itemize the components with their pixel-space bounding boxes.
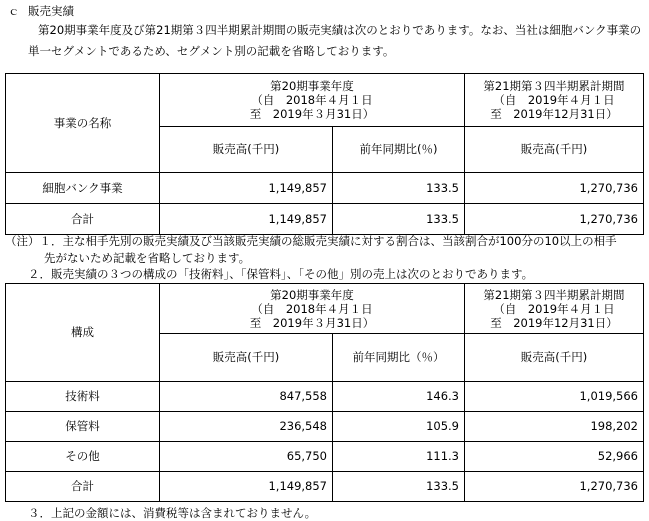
row-name: 合計: [6, 204, 160, 235]
table-row: [6, 412, 644, 442]
period1-to: 至 2019年３月31日）: [249, 315, 375, 330]
col-header-sales1: 販売高(千円): [160, 334, 333, 382]
note-1-line-1: （注）１．主な相手先別の販売実績及び当該販売実績の総販売実績に対する割合は、当該割合が100分の10以上の相手: [5, 234, 617, 248]
cell-yoy: 133.5: [333, 472, 465, 502]
table-row-total: [6, 472, 644, 502]
table-row: [6, 173, 644, 204]
cell-sales2: 1,270,736: [465, 173, 644, 204]
cell-sales1: 1,149,857: [160, 173, 333, 204]
period2-from: （自 2019年４月１日: [493, 301, 615, 316]
period1-from: （自 2018年４月１日: [251, 301, 373, 316]
table-header-row: [6, 284, 644, 334]
col-header-sales1: 販売高(千円): [160, 127, 333, 173]
intro-paragraph: 第20期事業年度及び第21期第３四半期累計期間の販売実績は次のとおりであります。なお、当社は細胞バンク事業の単一セグメントであるため、セグメント別の記載を省略しております。: [28, 23, 642, 58]
period2-to: 至 2019年12月31日）: [490, 107, 618, 121]
col-header-yoy: 前年同期比(％): [333, 127, 465, 173]
table-row: [6, 442, 644, 472]
section-letter: ｃ: [8, 4, 20, 18]
sales-by-component-table: [5, 283, 644, 502]
period1-title: 第20期事業年度: [270, 79, 354, 93]
period2-header: [465, 284, 644, 334]
note-1-line-2: 先がないため記載を省略しております。: [44, 251, 251, 265]
cell-sales1: 847,558: [160, 382, 333, 412]
cell-sales2: 52,966: [465, 442, 644, 472]
row-name: その他: [6, 442, 160, 472]
table-row-total: [6, 204, 644, 235]
cell-yoy: 111.3: [333, 442, 465, 472]
period2-to: 至 2019年12月31日）: [490, 315, 618, 330]
section-title: 販売実績: [28, 4, 74, 18]
note-2: ２．販売実績の３つの構成の「技術料」、「保管料」、「その他」別の売上は次のとおりであります。: [28, 267, 534, 281]
table-row: [6, 382, 644, 412]
period2-title: 第21期第３四半期累計期間: [483, 79, 625, 93]
cell-sales1: 236,548: [160, 412, 333, 442]
row-header-business-name: 事業の名称: [6, 74, 160, 173]
cell-yoy: 105.9: [333, 412, 465, 442]
cell-sales2: 1,270,736: [465, 204, 644, 235]
period1-to: 至 2019年３月31日）: [249, 107, 375, 121]
row-name: 合計: [6, 472, 160, 502]
cell-sales2: 1,270,736: [465, 472, 644, 502]
row-name: 技術料: [6, 382, 160, 412]
row-name: 保管料: [6, 412, 160, 442]
cell-sales1: 1,149,857: [160, 204, 333, 235]
cell-yoy: 133.5: [333, 204, 465, 235]
period1-header: [160, 284, 465, 334]
col-header-sales2: 販売高(千円): [465, 334, 644, 382]
period1-title: 第20期事業年度: [270, 287, 354, 302]
section-heading: [8, 4, 74, 19]
period1-from: （自 2018年４月１日: [251, 93, 373, 107]
table-header-row: [6, 74, 644, 127]
cell-sales1: 65,750: [160, 442, 333, 472]
sales-by-business-table: [5, 73, 644, 235]
cell-sales1: 1,149,857: [160, 472, 333, 502]
cell-sales2: 1,019,566: [465, 382, 644, 412]
col-header-sales2: 販売高(千円): [465, 127, 644, 173]
period2-header: [465, 74, 644, 127]
row-name: 細胞バンク事業: [6, 173, 160, 204]
cell-yoy: 146.3: [333, 382, 465, 412]
note-3: ３．上記の金額には、消費税等は含まれておりません。: [28, 506, 317, 520]
cell-yoy: 133.5: [333, 173, 465, 204]
period2-title: 第21期第３四半期累計期間: [483, 287, 625, 302]
cell-sales2: 198,202: [465, 412, 644, 442]
row-header-component: 構成: [6, 284, 160, 382]
col-header-yoy: 前年同期比（％）: [333, 334, 465, 382]
period1-header: [160, 74, 465, 127]
period2-from: （自 2019年４月１日: [493, 93, 615, 107]
